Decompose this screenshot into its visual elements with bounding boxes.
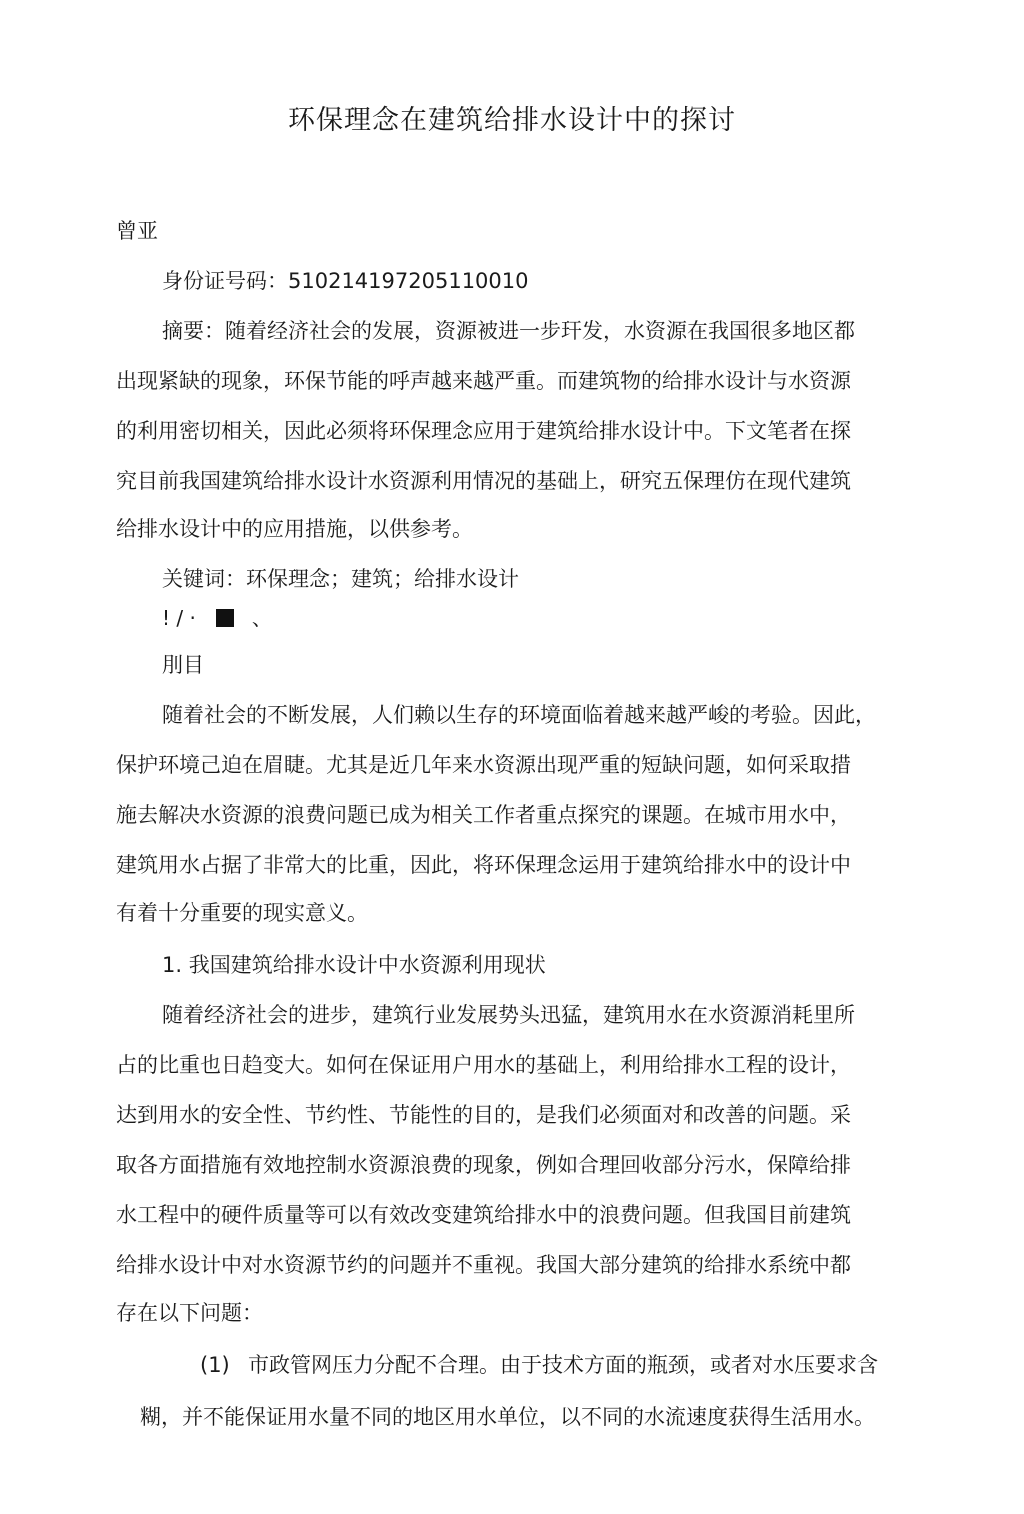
section1-line: 存在以下问题：: [116, 1301, 263, 1325]
black-square-mark: [216, 609, 234, 627]
preface-line: 随着社会的不断发展，人们赖以生存的环境面临着越来越严峻的考验。因此，: [162, 703, 876, 727]
id-number-line: 身份证号码：510214197205110010: [162, 269, 529, 293]
abstract-line: 究目前我国建筑给排水设计水资源利用情况的基础上，研究五保理仿在现代建筑: [116, 469, 851, 493]
abstract-line: 给排水设计中的应用措施，以供参考。: [116, 517, 473, 541]
stray-marks: [162, 604, 272, 632]
stray-mark-right: 、: [251, 606, 272, 630]
list-item-continuation: 糊，并不能保证用水量不同的地区用水单位，以不同的水流速度获得生活用水。: [140, 1405, 875, 1429]
preface-line: 建筑用水占据了非常大的比重，因此，将环保理念运用于建筑给排水中的设计中: [116, 853, 851, 877]
section1-line: 给排水设计中对水资源节约的问题并不重视。我国大部分建筑的给排水系统中都: [116, 1253, 851, 1277]
section1-line: 占的比重也日趋变大。如何在保证用户用水的基础上，利用给排水工程的设计，: [116, 1053, 851, 1077]
section1-line: 水工程中的硬件质量等可以有效改变建筑给排水中的浪费问题。但我国目前建筑: [116, 1203, 851, 1227]
preface-heading: 刖目: [162, 653, 204, 677]
section1-heading: 1. 我国建筑给排水设计中水资源利用现状: [162, 953, 546, 977]
preface-line: 保护环境己迫在眉睫。尤其是近几年来水资源出现严重的短缺问题，如何采取措: [116, 753, 851, 777]
section1-line: 取各方面措施有效地控制水资源浪费的现象，例如合理回收部分污水，保障给排: [116, 1153, 851, 1177]
list-item: [200, 1350, 878, 1380]
preface-line: 施去解决水资源的浪费问题已成为相关工作者重点探究的课题。在城市用水中，: [116, 803, 851, 827]
list-item-text: 市政管网压力分配不合理。由于技术方面的瓶颈，或者对水压要求含: [248, 1353, 878, 1377]
document-title: 环保理念在建筑给排水设计中的探讨: [288, 105, 736, 136]
abstract-line: 的利用密切相关，因此必须将环保理念应用于建筑给排水设计中。下文笔者在探: [116, 419, 851, 443]
author-name: 曾亚: [116, 219, 158, 243]
keywords-line: 关键词：环保理念；建筑；给排水设计: [162, 567, 519, 591]
preface-line: 有着十分重要的现实意义。: [116, 901, 368, 925]
abstract-line: 出现紧缺的现象，环保节能的呼声越来越严重。而建筑物的给排水设计与水资源: [116, 369, 851, 393]
abstract-line: 摘要：随着经济社会的发展，资源被进一步玕发，水资源在我国很多地区都: [162, 319, 855, 343]
list-item-number: (1): [200, 1353, 230, 1377]
section1-line: 随着经济社会的进步，建筑行业发展势头迅猛，建筑用水在水资源消耗里所: [162, 1003, 855, 1027]
section1-line: 达到用水的安全性、节约性、节能性的目的，是我们必须面对和改善的问题。采: [116, 1103, 851, 1127]
stray-mark-left: ! / ·: [162, 606, 196, 630]
